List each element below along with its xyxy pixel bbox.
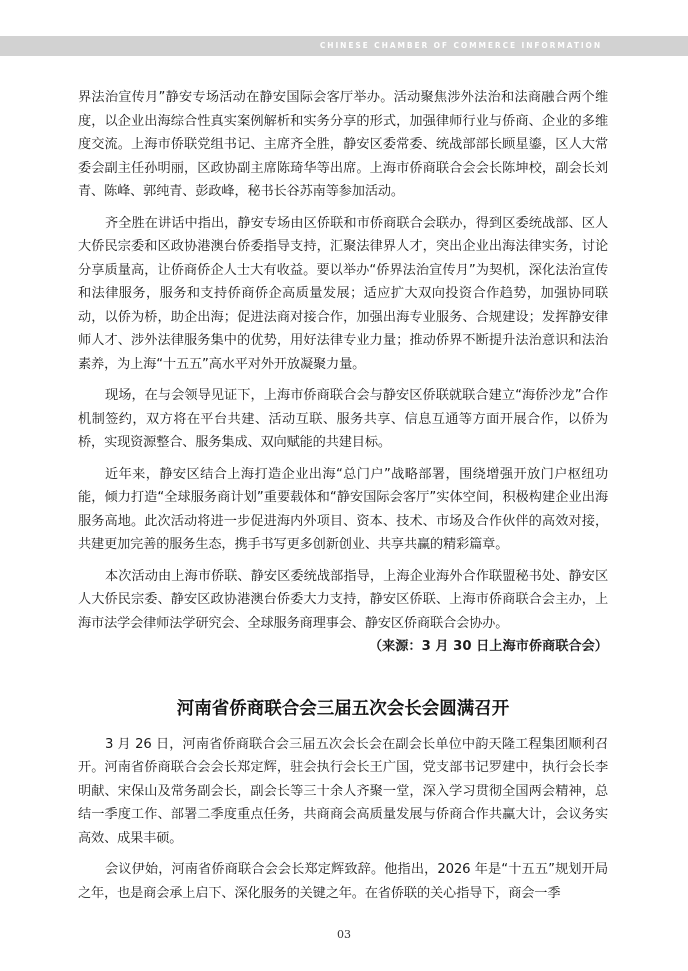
article1-source: （来源：3 月 30 日上海市侨商联合会）: [368, 639, 608, 654]
article1-paragraph: 近年来，静安区结合上海打造企业出海“总门户”战略部署，围绕增强开放门户枢纽功能，倾力打造“全球服务商计划”重要载体和“静安国际会客厅”实体空间，积极构建企业出海服务高地。此次活动将进一步促进海内外项目、资本、技术、市场及合作伙伴的高效对接，共建更加完善的服务生态，携手书写更多创新创业、共享共赢的精彩篇章。: [78, 466, 608, 552]
article2-paragraph: 3 月 26 日，河南省侨商联合会三届五次会长会在副会长单位中韵天隆工程集团顺利召开。河南省侨商联合会会长郑定辉，驻会执行会长王广国，党支部书记罗建中，执行会长李明献、宋保山及常务副会长，副会长等三十余人齐聚一堂，深入学习贯彻全国两会精神，总结一季度工作、部署二季度重点任务，共商商会高质量发展与侨商合作共赢大计，会议务实高效、成果丰硕。: [78, 736, 608, 846]
page-number: 03: [337, 928, 351, 941]
article1-paragraph: 现场，在与会领导见证下，上海市侨商联合会与静安区侨联就联合建立“海侨沙龙”合作机制签约，双方将在平台共建、活动互联、服务共享、信息互通等方面开展合作，以侨为桥，实现资源整合、服务集成、双向赋能的共建目标。: [78, 388, 608, 450]
article1-paragraph: 界法治宣传月”静安专场活动在静安国际会客厅举办。活动聚焦涉外法治和法商融合两个维度，以企业出海综合性真实案例解析和实务分享的形式，加强律师行业与侨商、企业的多维度交流。上海市侨联党组书记、主席齐全胜，静安区委常委、统战部部长顾星鎏，区人大常委会副主任孙明丽，区政协副主席陈琦华等出席。上海市侨商联合会会长陈坤校，副会长刘青、陈峰、郭纯青、彭政峰，秘书长谷苏南等参加活动。: [78, 90, 608, 199]
article1-paragraph: 本次活动由上海市侨联、静安区委统战部指导，上海企业海外合作联盟秘书处、静安区人大侨民宗委、静安区政协港澳台侨委大力支持，静安区侨联、上海市侨商联合会主办，上海市法学会律师法学研究会、全球服务商理事会、静安区侨商联合会协办。: [78, 568, 608, 631]
page-content: [78, 86, 608, 905]
header-banner-text: CHINESE CHAMBER OF COMMERCE INFORMATION: [319, 41, 602, 50]
article1-paragraph: 齐全胜在讲话中指出，静安专场由区侨联和市侨商联合会联办，得到区委统战部、区人大侨民宗委和区政协港澳台侨委指导支持，汇聚法律界人才，突出企业出海法律实务，讨论分享质量高，让侨商侨企人士大有收益。要以举办“侨界法治宣传月”为契机，深化法治宣传和法律服务，服务和支持侨商侨企高质量发展；适应扩大双向投资合作趋势，加强协同联动，以侨为桥，助企出海；促进法商对接合作，加强出海专业服务、合规建设；发挥静安律师人才、涉外法律服务集中的优势，用好法律专业力量；推动侨界不断提升法治意识和法治素养，为上海“十五五”高水平对外开放凝聚力量。: [78, 215, 608, 372]
article2-title: 河南省侨商联合会三届五次会长会圆满召开: [176, 698, 510, 719]
article2-paragraph: 会议伊始，河南省侨商联合会会长郑定辉致辞。他指出，2026 年是“十五五”规划开局之年，也是商会承上启下、深化服务的关键之年。在省侨联的关心指导下，商会一季: [78, 862, 608, 901]
header-banner: [0, 36, 688, 56]
